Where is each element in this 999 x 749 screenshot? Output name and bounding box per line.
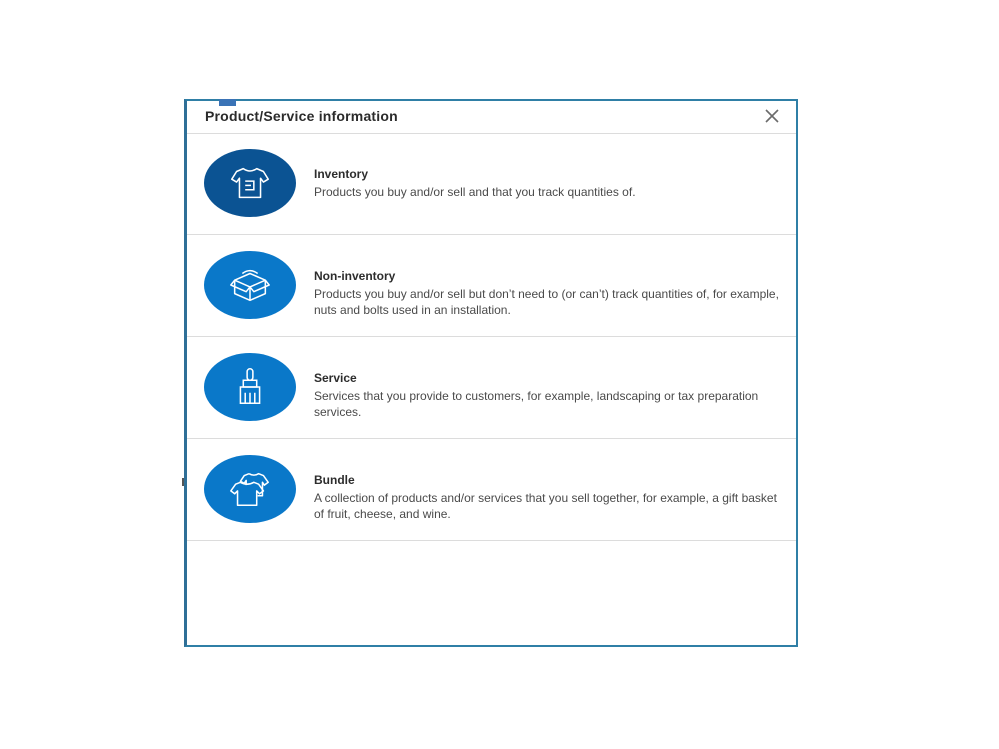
two-shirts-icon (227, 466, 273, 512)
item-type-service[interactable] (187, 337, 796, 439)
product-service-dialog (184, 99, 798, 647)
inventory-icon-circle (204, 149, 296, 217)
service-icon-circle (204, 353, 296, 421)
box-icon (227, 262, 273, 308)
close-button[interactable] (762, 106, 782, 126)
item-type-list (187, 133, 796, 541)
dialog-header (187, 101, 796, 134)
item-type-bundle[interactable] (187, 439, 796, 541)
service-text (314, 371, 782, 420)
item-title: Non-inventory (314, 269, 396, 283)
item-type-non-inventory[interactable] (187, 235, 796, 337)
non-inventory-text (314, 269, 782, 318)
non-inventory-icon-circle (204, 251, 296, 319)
close-icon (762, 106, 782, 126)
item-description: Products you buy and/or sell and that you track quantities of. (314, 185, 636, 199)
item-title: Bundle (314, 473, 355, 487)
inventory-text (314, 167, 782, 200)
item-title: Inventory (314, 167, 369, 181)
item-description: Services that you provide to customers, for example, landscaping or tax preparation services. (314, 389, 759, 419)
paintbrush-icon (227, 364, 273, 410)
item-title: Service (314, 371, 357, 385)
dialog-title: Product/Service information (205, 108, 398, 124)
item-description: Products you buy and/or sell but don’t need to (or can’t) track quantities of, for example, nuts and bolts used in an installation. (314, 287, 779, 317)
item-type-inventory[interactable] (187, 133, 796, 235)
tshirt-icon (227, 160, 273, 206)
item-description: A collection of products and/or services that you sell together, for example, a gift basket of fruit, cheese, and wine. (314, 491, 777, 521)
bundle-icon-circle (204, 455, 296, 523)
bundle-text (314, 473, 782, 522)
